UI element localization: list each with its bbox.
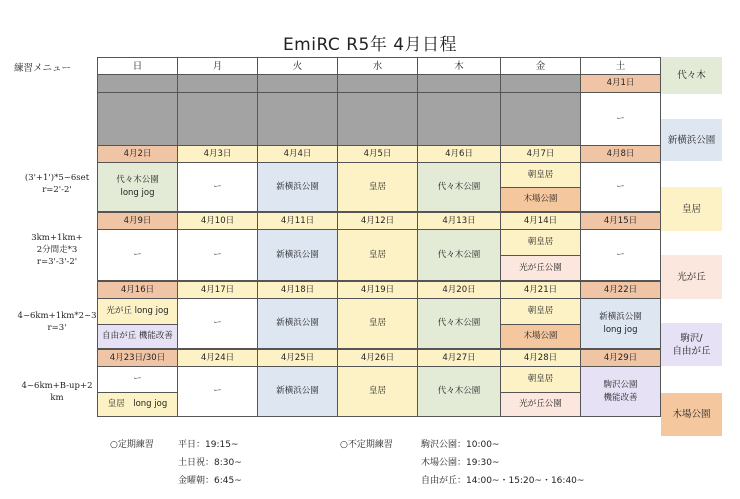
date-cell-sat: 4月22日 <box>580 281 661 299</box>
legend-shinyokohama: 新横浜公園 <box>661 119 722 161</box>
schedule-cell-wed: 皇居 <box>337 366 418 417</box>
schedule-cell-sat: ー <box>580 229 661 281</box>
schedule-cell-fri-morning: 朝皇居 <box>500 229 581 256</box>
menu-header: 練習メニュー <box>14 63 72 74</box>
date-cell-sat: 4月15日 <box>580 212 661 230</box>
schedule-cell-fri-evening: 光が丘公園 <box>500 255 581 281</box>
date-cell-mon: 4月17日 <box>177 281 258 299</box>
weekday-header-tue: 火 <box>257 57 338 75</box>
irregular-jiyugaoka: 自由が丘：14:00~・15:20~・16:40~ <box>421 476 585 486</box>
regular-weekday: 平日：19:15~ <box>178 440 239 450</box>
date-cell-fri: 4月14日 <box>500 212 581 230</box>
schedule-cell-thu: 代々木公園 <box>417 229 501 281</box>
schedule-cell-tue: 新横浜公園 <box>257 229 338 281</box>
past-cell <box>177 92 258 146</box>
legend-yoyogi: 代々木 <box>661 57 722 94</box>
training-menu: 4~6km+B-up+2 km <box>21 381 93 403</box>
schedule-cell-tue: 新横浜公園 <box>257 162 338 212</box>
date-cell-mon: 4月24日 <box>177 349 258 367</box>
date-cell-sun: 4月16日 <box>97 281 178 299</box>
date-cell-wed: 4月12日 <box>337 212 418 230</box>
training-menu: (3'+1')*5~6set r=2'-2' <box>24 173 90 195</box>
date-cell-sat: 4月8日 <box>580 145 661 163</box>
date-cell-wed: 4月26日 <box>337 349 418 367</box>
page-title: EmiRC R5年 4月日程 <box>282 35 458 55</box>
date-cell-fri: 4月28日 <box>500 349 581 367</box>
past-date-cell <box>177 74 258 93</box>
past-cell <box>337 92 418 146</box>
legend-kokyo: 皇居 <box>661 187 722 231</box>
past-date-cell <box>97 74 178 93</box>
schedule-cell-mon: ー <box>177 229 258 281</box>
schedule-cell-sat: ー <box>580 162 661 212</box>
training-menu: 4~6km+1km*2~3 r=3' <box>17 311 97 333</box>
legend-kiba: 木場公園 <box>661 393 722 436</box>
schedule-cell-fri-evening: 木場公園 <box>500 187 581 212</box>
schedule-cell-mon: ー <box>177 162 258 212</box>
past-cell <box>97 92 178 146</box>
regular-weekend: 土日祝：8:30~ <box>178 458 242 468</box>
weekday-header-mon: 月 <box>177 57 258 75</box>
schedule-cell-fri-morning: 朝皇居 <box>500 366 581 393</box>
regular-label: ○定期練習 <box>110 440 154 450</box>
date-cell-wed: 4月5日 <box>337 145 418 163</box>
schedule-cell-fri-morning: 朝皇居 <box>500 162 581 188</box>
schedule-cell-wed: 皇居 <box>337 229 418 281</box>
schedule-cell-wed: 皇居 <box>337 162 418 212</box>
schedule-cell-thu: 代々木公園 <box>417 366 501 417</box>
legend-hikarigaoka: 光が丘 <box>661 255 722 299</box>
past-date-cell <box>257 74 338 93</box>
date-cell-thu: 4月20日 <box>417 281 501 299</box>
schedule-cell-tue: 新横浜公園 <box>257 298 338 349</box>
past-cell <box>257 92 338 146</box>
date-cell-tue: 4月25日 <box>257 349 338 367</box>
weekday-header-thu: 木 <box>417 57 501 75</box>
date-cell-sat: 4月29日 <box>580 349 661 367</box>
past-cell <box>500 92 581 146</box>
schedule-cell-sun-top: 光が丘 long jog <box>97 298 178 325</box>
schedule-cell-wed: 皇居 <box>337 298 418 349</box>
past-date-cell <box>337 74 418 93</box>
regular-friday-morning: 金曜朝：6:45~ <box>178 476 242 486</box>
schedule-cell-thu: 代々木公園 <box>417 162 501 212</box>
date-cell-tue: 4月4日 <box>257 145 338 163</box>
schedule-cell-mon: ー <box>177 298 258 349</box>
weekday-header-wed: 水 <box>337 57 418 75</box>
date-cell-wed: 4月19日 <box>337 281 418 299</box>
date-cell-thu: 4月6日 <box>417 145 501 163</box>
weekday-header-sun: 日 <box>97 57 178 75</box>
date-cell-thu: 4月13日 <box>417 212 501 230</box>
weekday-header-sat: 土 <box>580 57 661 75</box>
date-cell-fri: 4月7日 <box>500 145 581 163</box>
past-date-cell <box>417 74 501 93</box>
schedule-cell-thu: 代々木公園 <box>417 298 501 349</box>
schedule-cell-tue: 新横浜公園 <box>257 366 338 417</box>
schedule-cell-sat: ー <box>580 92 661 146</box>
date-cell-thu: 4月27日 <box>417 349 501 367</box>
weekday-header-fri: 金 <box>500 57 581 75</box>
training-menu: 3km+1km+ 2分間走*3 r=3'-3'-2' <box>31 233 83 267</box>
schedule-cell-mon: ー <box>177 366 258 417</box>
schedule-cell-sun-bottom: 皇居 long jog <box>97 392 178 417</box>
schedule-cell-sat: 駒沢公園 機能改善 <box>580 366 661 417</box>
date-cell-mon: 4月3日 <box>177 145 258 163</box>
legend-komazawa-jiyugaoka: 駒沢/ 自由が丘 <box>661 323 722 366</box>
date-cell-sat: 4月1日 <box>580 74 661 93</box>
schedule-cell-sun-bottom: 自由が丘 機能改善 <box>97 324 178 349</box>
schedule-cell-fri-morning: 朝皇居 <box>500 298 581 325</box>
past-date-cell <box>500 74 581 93</box>
date-cell-sun: 4月23日/30日 <box>97 349 178 367</box>
date-cell-tue: 4月11日 <box>257 212 338 230</box>
schedule-cell-sun: ー <box>97 229 178 281</box>
schedule-cell-sun: 代々木公園 long jog <box>97 162 178 212</box>
date-cell-fri: 4月21日 <box>500 281 581 299</box>
schedule-cell-sun-top: ー <box>97 366 178 393</box>
past-cell <box>417 92 501 146</box>
schedule-cell-fri-evening: 光が丘公園 <box>500 392 581 417</box>
date-cell-tue: 4月18日 <box>257 281 338 299</box>
irregular-komazawa: 駒沢公園：10:00~ <box>421 440 500 450</box>
date-cell-sun: 4月9日 <box>97 212 178 230</box>
irregular-label: ○不定期練習 <box>340 440 393 450</box>
date-cell-mon: 4月10日 <box>177 212 258 230</box>
date-cell-sun: 4月2日 <box>97 145 178 163</box>
schedule-cell-fri-evening: 木場公園 <box>500 324 581 349</box>
schedule-cell-sat: 新横浜公園 long jog <box>580 298 661 349</box>
irregular-kiba: 木場公園：19:30~ <box>421 458 500 468</box>
